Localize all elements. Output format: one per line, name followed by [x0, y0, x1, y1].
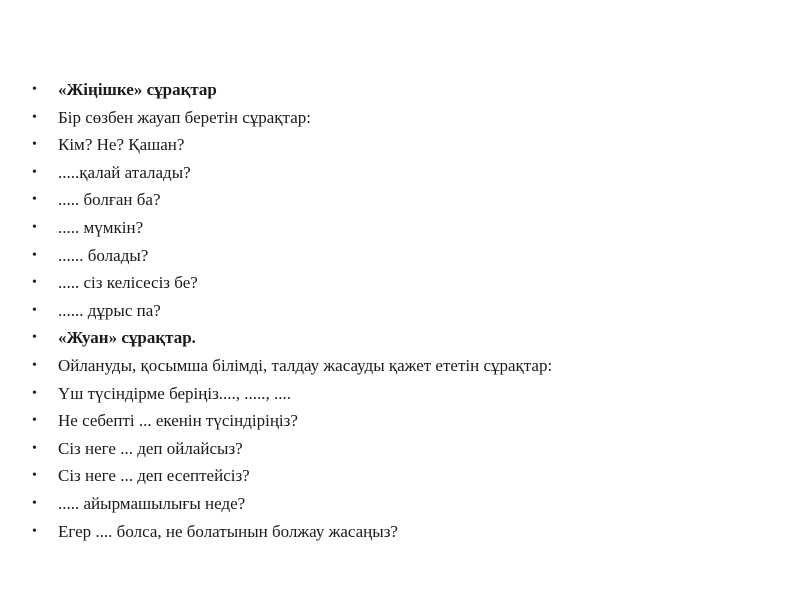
list-item	[32, 352, 782, 380]
bullet-icon: •	[32, 247, 37, 263]
list-item-text: Сіз неге ... деп есептейсіз?	[58, 466, 250, 486]
list-item-text: Кім? Не? Қашан?	[58, 135, 185, 155]
list-item	[32, 131, 782, 159]
list-item	[32, 380, 782, 408]
list-item-text: Сіз неге ... деп ойлайсыз?	[58, 438, 243, 458]
bullet-icon: •	[32, 468, 37, 484]
list-item-text: ..... мүмкін?	[58, 217, 144, 237]
list-item-text: Егер .... болса, не болатынын болжау жасаңыз?	[58, 521, 398, 541]
bullet-icon: •	[32, 137, 37, 153]
list-item	[32, 407, 782, 435]
list-item-text: Ойлануды, қосымша білімді, талдау жасауды қажет ететін сұрақтар:	[58, 355, 553, 375]
list-item	[32, 324, 782, 352]
bullet-icon: •	[32, 440, 37, 456]
list-item	[32, 104, 782, 132]
section-heading-thin-questions: «Жіңішке» сұрақтар	[58, 80, 217, 99]
list-item	[32, 214, 782, 242]
list-item	[32, 159, 782, 187]
bullet-icon: •	[32, 302, 37, 318]
bullet-icon: •	[32, 385, 37, 401]
bullet-icon: •	[32, 219, 37, 235]
bullet-icon: •	[32, 192, 37, 208]
bullet-icon: •	[32, 109, 37, 125]
list-item	[32, 518, 782, 546]
list-item-text: ..... айырмашылығы неде?	[58, 493, 246, 513]
list-item	[32, 76, 782, 104]
list-item-text: ...... дұрыс па?	[58, 300, 161, 320]
bullet-icon: •	[32, 330, 37, 346]
list-item	[32, 490, 782, 518]
list-item	[32, 462, 782, 490]
list-item-text: ..... болған ба?	[58, 190, 161, 210]
bullet-icon: •	[32, 164, 37, 180]
bullet-icon: •	[32, 275, 37, 291]
list-item	[32, 269, 782, 297]
list-item-text: Не себепті ... екенін түсіндіріңіз?	[58, 411, 298, 431]
list-item-text: .....қалай аталады?	[58, 162, 191, 182]
bullet-list	[32, 76, 782, 545]
bullet-icon: •	[32, 495, 37, 511]
list-item-text: ...... болады?	[58, 245, 149, 265]
list-item-text: Бір сөзбен жауап беретін сұрақтар:	[58, 107, 311, 127]
bullet-icon: •	[32, 357, 37, 373]
section-heading-thick-questions: «Жуан» сұрақтар.	[58, 328, 196, 348]
list-item	[32, 297, 782, 325]
list-item	[32, 435, 782, 463]
list-item	[32, 186, 782, 214]
bullet-icon: •	[32, 82, 37, 97]
list-item-text: Үш түсіндірме беріңіз...., ....., ....	[58, 383, 292, 403]
list-item-text: ..... сіз келісесіз бе?	[58, 273, 198, 293]
bullet-icon: •	[32, 523, 37, 539]
bullet-icon: •	[32, 413, 37, 429]
list-item	[32, 242, 782, 270]
